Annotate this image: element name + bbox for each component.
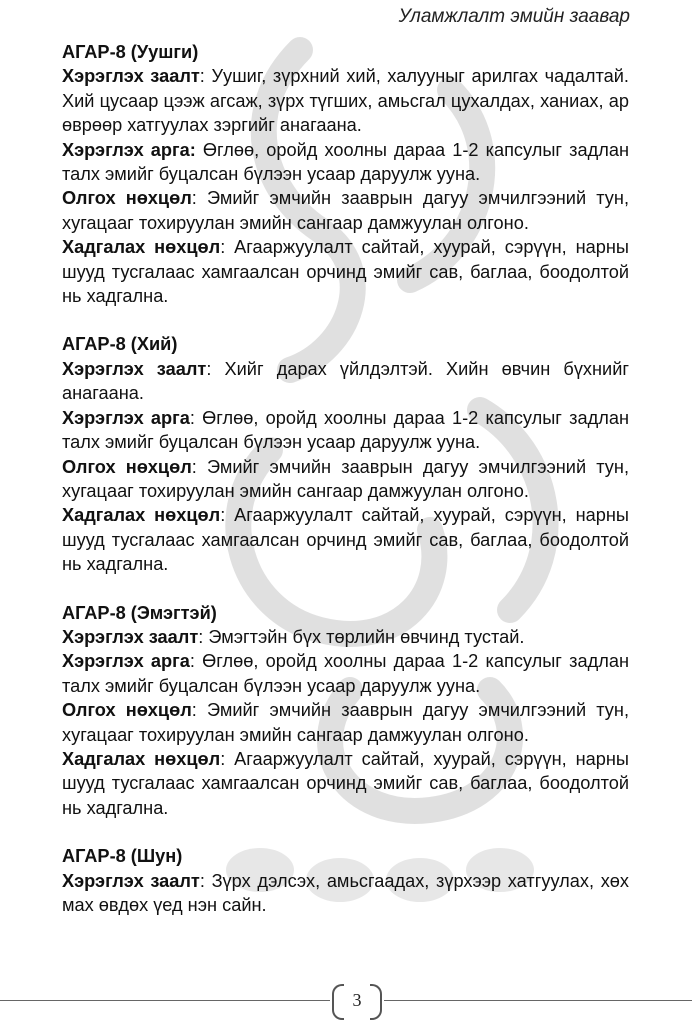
section-title: АГАР-8 (Уушги) <box>62 42 199 62</box>
label-separator: : <box>191 456 197 477</box>
section-paragraph <box>62 503 629 576</box>
paragraph-label: Олгох нөхцөл <box>62 456 192 477</box>
label-separator: : <box>220 237 226 258</box>
drug-section <box>62 601 629 821</box>
paragraph-text: Агааржуулалт сайтай, хуурай, сэрүүн, нарны шууд тусгалаас хамгаалсан орчинд эмийг сав, баглаа, боодолтой нь хадгална. <box>62 748 629 818</box>
paragraph-label: Хэрэглэх заалт <box>62 626 199 647</box>
paragraph-text: Өглөө, оройд хоолны дараа 1-2 капсулыг задлан талх эмийг буцалсан бүлээн усаар даруулж ууна. <box>62 139 629 185</box>
label-separator: : <box>199 870 205 891</box>
paragraph-text: Хийг дарах үйлдэлтэй. Хийн өвчин бүхнийг анагаана. <box>62 358 630 404</box>
paragraph-label: Хадгалах нөхцөл <box>62 237 221 258</box>
paragraph-text: Өглөө, оройд хоолны дараа 1-2 капсулыг задлан талх эмийг буцалсан бүлээн усаар даруулж ууна. <box>62 651 629 696</box>
page-number: 3 <box>352 989 362 1010</box>
paragraph-text: Агааржуулалт сайтай, хуурай, сэрүүн, нарны шууд тусгалаас хамгаалсан орчинд эмийг сав, баглаа, боодолтой нь хадгална. <box>62 237 629 307</box>
label-separator: : <box>198 626 204 647</box>
label-separator: : <box>206 358 212 379</box>
paragraph-label: Олгох нөхцөл <box>62 188 192 209</box>
label-separator: : <box>220 505 226 526</box>
paragraph-text: Эмэгтэйн бүх төрлийн өвчинд тустай. <box>203 626 525 647</box>
section-title: АГАР-8 (Шун) <box>62 846 183 867</box>
paragraph-label: Хадгалах нөхцөл <box>62 505 221 526</box>
section-title: АГАР-8 (Эмэгтэй) <box>62 602 217 623</box>
section-title: АГАР-8 (Хий) <box>62 334 178 355</box>
paragraph-text: Агааржуулалт сайтай, хуурай, сэрүүн, нарны шууд тусгалаас хамгаалсан орчинд эмийг сав, баглаа, боодолтой нь хадгална. <box>62 505 629 575</box>
paragraph-label: Хэрэглэх заалт <box>62 66 200 87</box>
section-paragraph <box>62 455 629 504</box>
paragraph-text: Өглөө, оройд хоолны дараа 1-2 капсулыг задлан талх эмийг буцалсан бүлээн усаар даруулж ууна. <box>62 407 629 453</box>
paragraph-label: Олгох нөхцөл <box>62 700 192 721</box>
drug-section <box>62 844 629 917</box>
section-paragraph <box>62 64 629 137</box>
paragraph-label: Хадгалах нөхцөл <box>62 748 221 769</box>
label-separator: : <box>189 651 195 672</box>
section-paragraph <box>62 649 629 698</box>
page-number-box <box>330 984 384 1016</box>
section-paragraph <box>62 406 629 455</box>
label-separator: : <box>191 188 197 209</box>
paragraph-text: Уушиг, зүрхний хий, халууныг арилгах чадалтай. Хий цусаар цээж агсаж, зүрх түгших, амьсгал цухалдах, ханиах, ар өврөөр хатгуулах зэргийг анагаана. <box>62 66 629 136</box>
section-paragraph <box>62 625 629 649</box>
paragraph-label: Хэрэглэх арга <box>62 407 190 428</box>
paragraph-label: Хэрэглэх арга <box>62 651 190 672</box>
running-header: Уламжлалт эмийн заавар <box>398 6 630 27</box>
section-paragraph <box>62 235 629 308</box>
section-paragraph <box>62 869 629 918</box>
paragraph-text: Зүрх дэлсэх, амьсгаадах, зүрхээр хатгуулах, хөх мах өвдөх үед нэн сайн. <box>62 870 629 915</box>
right-brace <box>370 984 382 1020</box>
paragraph-text: Эмийг эмчийн зааврын дагуу эмчилгээний тун, хугацааг тохируулан эмийн сангаар дамжуулан олгоно. <box>62 456 629 501</box>
label-separator: : <box>199 66 205 87</box>
drug-section <box>62 332 629 576</box>
paragraph-text: Эмийг эмчийн зааврын дагуу эмчилгээний тун, хугацааг тохируулан эмийн сангаар дамжуулан олгоно. <box>62 700 629 745</box>
label-separator: : <box>189 407 195 428</box>
label-separator: : <box>191 700 197 721</box>
paragraph-label: Хэрэглэх заалт <box>62 358 207 379</box>
drug-section <box>62 40 629 308</box>
section-paragraph <box>62 357 629 406</box>
document-body <box>62 40 629 941</box>
section-paragraph <box>62 698 629 747</box>
label-separator: : <box>220 748 226 769</box>
paragraph-text: Эмийг эмчийн зааврын дагуу эмчилгээний тун, хугацааг тохируулан эмийн сангаар дамжуулан олгоно. <box>62 188 629 233</box>
section-paragraph <box>62 186 629 235</box>
left-brace <box>332 984 344 1020</box>
section-paragraph <box>62 747 629 820</box>
paragraph-label: Хэрэглэх заалт <box>62 870 200 891</box>
paragraph-label: Хэрэглэх арга: <box>62 139 196 160</box>
section-paragraph <box>62 138 629 187</box>
